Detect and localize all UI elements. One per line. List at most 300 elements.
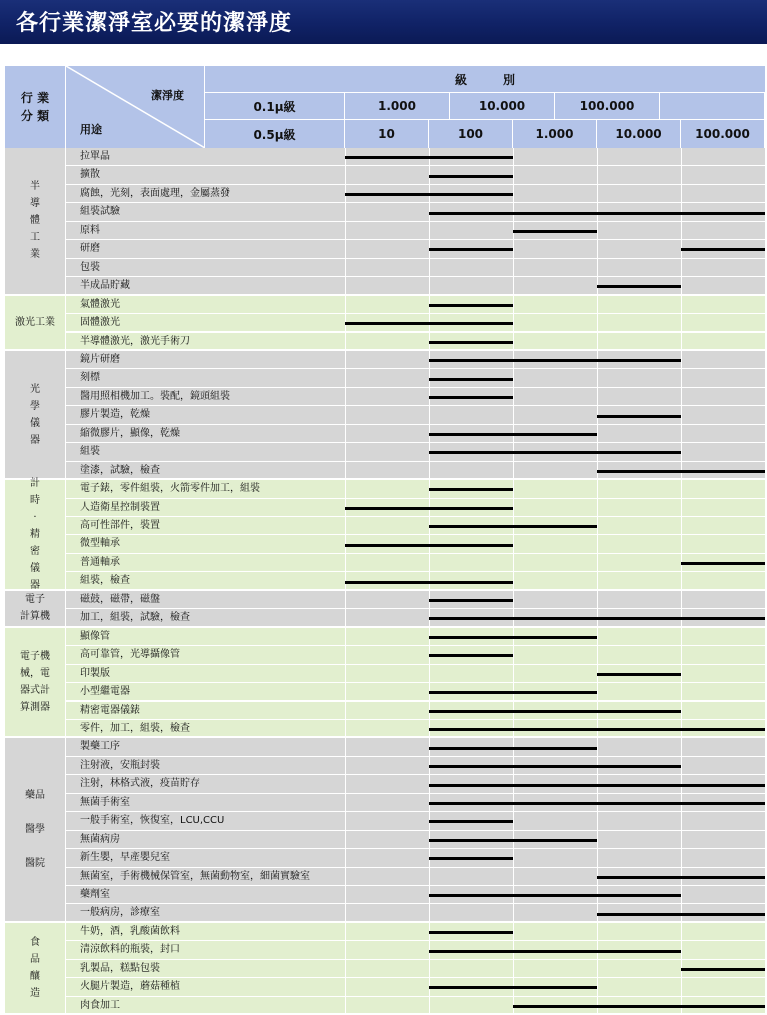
column-divider	[429, 960, 430, 978]
column-divider	[345, 849, 346, 867]
column-divider	[345, 517, 346, 535]
usage-label: 氣體激光	[80, 298, 120, 310]
industry-name: 激光工業	[15, 316, 55, 328]
industry-name: 工	[30, 232, 40, 244]
industry-cell	[5, 477, 66, 591]
cleanliness-header-label: 潔淨度	[151, 89, 184, 102]
column-divider	[513, 535, 514, 553]
column-divider	[429, 904, 430, 922]
column-divider	[681, 277, 682, 295]
cleanliness-range-bar	[429, 451, 681, 454]
column-divider	[345, 609, 346, 627]
column-divider	[345, 388, 346, 406]
column-divider	[681, 185, 682, 203]
column-divider	[513, 812, 514, 830]
industry-cell	[5, 591, 66, 628]
usage-label: 拉單晶	[80, 151, 110, 162]
cleanliness-range-bar	[429, 636, 597, 639]
cleanliness-range-bar	[429, 765, 681, 768]
column-divider	[513, 166, 514, 184]
usage-label: 人造衛星控制裝置	[80, 501, 160, 513]
column-divider	[681, 148, 682, 166]
cleanliness-range-bar	[429, 784, 765, 787]
industry-name: 精	[30, 528, 40, 540]
column-divider	[345, 812, 346, 830]
column-divider	[513, 148, 514, 166]
cleanliness-range-bar	[345, 544, 513, 547]
column-divider	[513, 369, 514, 387]
cleanliness-range-bar	[429, 617, 765, 620]
column-divider	[513, 960, 514, 978]
industry-name: 學	[30, 400, 40, 412]
column-divider	[513, 406, 514, 424]
usage-label: 原料	[80, 224, 100, 236]
column-divider	[429, 222, 430, 240]
usage-label: 研磨	[80, 243, 100, 255]
usage-label: 肉食加工	[80, 999, 120, 1011]
column-divider	[513, 572, 514, 590]
industry-name: 半	[30, 181, 40, 193]
usage-label: 膠片製造，乾燥	[80, 409, 150, 421]
industry-name: 釀	[30, 971, 40, 983]
industry-name: 器式計	[20, 685, 50, 697]
column-divider	[597, 314, 598, 332]
table-row	[66, 960, 765, 978]
industry-cell	[5, 628, 66, 739]
usage-label: 精密電器儀錶	[80, 704, 140, 716]
cleanliness-range-bar	[681, 248, 765, 251]
column-divider	[513, 646, 514, 664]
industry-name: 醫學	[25, 824, 45, 836]
column-divider	[597, 849, 598, 867]
column-divider	[597, 240, 598, 258]
table-row	[66, 240, 765, 258]
cleanliness-range-bar	[429, 710, 681, 713]
industry-header-line: 分 類	[20, 109, 50, 123]
column-divider	[597, 333, 598, 351]
usage-label: 無菌手術室	[80, 796, 130, 808]
usage-label: 半導體激光，激光手術刀	[80, 335, 190, 347]
cleanliness-range-bar	[429, 950, 681, 953]
industry-cell	[5, 296, 66, 351]
table-row	[66, 517, 765, 535]
column-divider	[345, 406, 346, 424]
column-divider	[681, 683, 682, 701]
column-divider	[681, 517, 682, 535]
industry-name: 造	[30, 988, 40, 1000]
industry-cell	[5, 148, 66, 296]
industry-name: 計	[30, 477, 40, 489]
column-divider	[597, 554, 598, 572]
grade-01-col	[660, 93, 765, 120]
cleanliness-range-bar	[597, 470, 765, 473]
industry-name: 器	[30, 579, 40, 591]
column-divider	[513, 904, 514, 922]
column-divider	[429, 554, 430, 572]
cleanliness-range-bar	[429, 396, 513, 399]
industry-name: 體	[30, 215, 40, 227]
column-divider	[345, 941, 346, 959]
cleanliness-range-bar	[429, 802, 765, 805]
column-divider	[429, 259, 430, 277]
industry-name: 業	[30, 249, 40, 261]
table-row	[66, 259, 765, 277]
cleanliness-range-bar	[429, 894, 681, 897]
column-divider	[681, 646, 682, 664]
cleanliness-range-bar	[429, 931, 513, 934]
column-divider	[345, 923, 346, 941]
grade-header: 級 別	[205, 66, 765, 93]
usage-label: 印製版	[80, 667, 110, 679]
column-divider	[345, 978, 346, 996]
column-divider	[345, 868, 346, 886]
cleanliness-range-bar	[429, 248, 513, 251]
usage-label: 注射液，安瓶封裝	[80, 759, 160, 771]
industry-cell	[5, 923, 66, 1015]
usage-label: 火腿片製造，蘑菇種植	[80, 981, 180, 993]
column-divider	[513, 296, 514, 314]
usage-label: 高可靠管，光導攝像管	[80, 649, 180, 661]
column-divider	[597, 480, 598, 498]
column-divider	[513, 554, 514, 572]
column-divider	[345, 831, 346, 849]
cleanliness-range-bar	[429, 304, 513, 307]
cleanliness-range-bar	[345, 581, 513, 584]
column-divider	[345, 702, 346, 720]
column-divider	[513, 388, 514, 406]
grade-05-col: 100	[429, 120, 513, 148]
column-divider	[513, 277, 514, 295]
usage-header-label: 用途	[80, 123, 102, 136]
column-divider	[681, 831, 682, 849]
column-divider	[345, 960, 346, 978]
column-divider	[681, 738, 682, 756]
column-divider	[345, 554, 346, 572]
usage-label: 無菌病房	[80, 833, 120, 845]
column-divider	[597, 923, 598, 941]
table-row	[66, 222, 765, 240]
usage-label: 注射，林格式液，疫苗貯存	[80, 778, 200, 790]
column-divider	[597, 978, 598, 996]
column-divider	[597, 831, 598, 849]
cleanliness-range-bar	[429, 175, 513, 178]
cleanliness-range-bar	[513, 1005, 765, 1008]
column-divider	[513, 499, 514, 517]
column-divider	[681, 222, 682, 240]
grade-05-col: 10	[345, 120, 429, 148]
column-divider	[597, 222, 598, 240]
column-divider	[513, 462, 514, 480]
column-divider	[597, 517, 598, 535]
cleanliness-range-bar	[429, 691, 597, 694]
cleanliness-range-bar	[429, 820, 513, 823]
column-divider	[597, 628, 598, 646]
column-divider	[345, 369, 346, 387]
cleanliness-range-bar	[513, 230, 597, 233]
column-divider	[681, 941, 682, 959]
column-divider	[681, 314, 682, 332]
grade-01-col: 100.000	[555, 93, 660, 120]
industry-name: 器	[30, 434, 40, 446]
usage-label: 加工，組裝，試驗，檢查	[80, 612, 190, 624]
page-title: 各行業潔淨室必要的潔淨度	[16, 11, 293, 36]
column-divider	[597, 296, 598, 314]
usage-label: 清涼飲料的瓶裝，封口	[80, 944, 180, 956]
column-divider	[513, 314, 514, 332]
grade-05-col: 100.000	[681, 120, 765, 148]
usage-label: 塗漆，試驗，檢查	[80, 464, 160, 476]
column-divider	[681, 886, 682, 904]
column-divider	[345, 738, 346, 756]
industry-cell	[5, 738, 66, 923]
column-divider	[513, 868, 514, 886]
column-divider	[681, 296, 682, 314]
cleanliness-range-bar	[429, 986, 597, 989]
column-divider	[681, 849, 682, 867]
industry-name: ·	[33, 511, 37, 523]
usage-label: 無菌室，手術機械保管室，無菌動物室，細菌實驗室	[80, 870, 310, 882]
column-divider	[681, 388, 682, 406]
usage-label: 顯像管	[80, 630, 110, 642]
column-divider	[597, 738, 598, 756]
cleanliness-range-bar	[429, 212, 765, 215]
cleanliness-range-bar	[597, 673, 681, 676]
column-divider	[513, 849, 514, 867]
cleanliness-range-bar	[597, 913, 765, 916]
cleanliness-range-bar	[597, 415, 681, 418]
column-divider	[597, 572, 598, 590]
column-divider	[681, 757, 682, 775]
usage-label: 一般手術室，恢復室，LCU,CCU	[80, 815, 225, 827]
usage-label: 普通軸承	[80, 556, 120, 568]
column-divider	[429, 462, 430, 480]
column-divider	[681, 480, 682, 498]
column-divider	[681, 923, 682, 941]
column-divider	[597, 166, 598, 184]
column-divider	[681, 406, 682, 424]
table-row	[66, 683, 765, 701]
usage-label: 牛奶，酒，乳酸菌飲料	[80, 925, 180, 937]
usage-label: 製藥工序	[80, 741, 120, 753]
cleanliness-range-bar	[597, 876, 765, 879]
industry-cell	[5, 351, 66, 480]
usage-label: 縮微膠片，顯像，乾燥	[80, 427, 180, 439]
column-divider	[681, 443, 682, 461]
column-divider	[429, 277, 430, 295]
size-01-label: 0.1μ級	[205, 93, 345, 120]
column-divider	[345, 628, 346, 646]
table-row	[66, 554, 765, 572]
cleanliness-range-bar	[429, 747, 597, 750]
grade-05-col: 1.000	[513, 120, 597, 148]
column-divider	[597, 960, 598, 978]
column-divider	[345, 794, 346, 812]
column-divider	[345, 904, 346, 922]
cleanliness-range-bar	[345, 322, 513, 325]
column-divider	[345, 886, 346, 904]
column-divider	[429, 665, 430, 683]
column-divider	[345, 277, 346, 295]
industry-name: 儀	[30, 417, 40, 429]
column-divider	[513, 480, 514, 498]
column-divider	[345, 720, 346, 738]
cleanliness-range-bar	[429, 433, 597, 436]
column-divider	[429, 868, 430, 886]
column-divider	[345, 591, 346, 609]
cleanliness-range-bar	[681, 562, 765, 565]
column-divider	[429, 997, 430, 1015]
cleanliness-range-bar	[429, 839, 597, 842]
cleanliness-range-bar	[429, 857, 513, 860]
column-divider	[681, 628, 682, 646]
usage-label: 腐蝕，光刻，表面處理，金屬蒸發	[80, 187, 230, 199]
industry-name: 藥品	[25, 790, 45, 802]
column-divider	[513, 665, 514, 683]
cleanliness-range-bar	[681, 968, 765, 971]
column-divider	[345, 443, 346, 461]
column-divider	[345, 757, 346, 775]
usage-label: 新生嬰，早產嬰兒室	[80, 852, 170, 864]
column-divider	[345, 775, 346, 793]
column-divider	[681, 665, 682, 683]
usage-label: 電子錶，零件組裝，火箭零件加工，組裝	[80, 483, 260, 495]
cleanliness-range-bar	[597, 285, 681, 288]
column-divider	[345, 480, 346, 498]
industry-header-line: 行 業	[20, 91, 50, 105]
usage-label: 擴散	[80, 169, 100, 181]
column-divider	[597, 369, 598, 387]
column-divider	[345, 425, 346, 443]
industry-name: 品	[30, 954, 40, 966]
cleanliness-range-bar	[429, 488, 513, 491]
column-divider	[513, 333, 514, 351]
industry-name: 時	[30, 494, 40, 506]
usage-label: 微型軸承	[80, 538, 120, 550]
column-divider	[345, 222, 346, 240]
column-divider	[597, 646, 598, 664]
industry-name: 食	[30, 937, 40, 949]
column-divider	[345, 462, 346, 480]
usage-label: 組裝	[80, 446, 100, 458]
grade-01-col: 10.000	[450, 93, 555, 120]
industry-name: 儀	[30, 562, 40, 574]
table-row	[66, 849, 765, 867]
industry-name: 電子機	[20, 651, 50, 663]
cleanliness-range-bar	[429, 728, 765, 731]
industry-name: 械，電	[20, 668, 50, 680]
usage-label: 磁鼓，磁帶，磁盤	[80, 593, 160, 605]
column-divider	[681, 812, 682, 830]
column-divider	[681, 351, 682, 369]
cleanliness-range-bar	[429, 525, 597, 528]
grade-01-col: 1.000	[345, 93, 450, 120]
usage-label: 高可性部件，裝置	[80, 520, 160, 531]
column-divider	[429, 406, 430, 424]
column-divider	[681, 572, 682, 590]
cleanliness-range-bar	[429, 599, 513, 602]
column-divider	[681, 499, 682, 517]
cleanliness-range-bar	[429, 378, 513, 381]
column-divider	[345, 296, 346, 314]
industry-name: 導	[30, 198, 40, 210]
table-row	[66, 166, 765, 184]
column-divider	[597, 148, 598, 166]
column-divider	[513, 240, 514, 258]
column-divider	[597, 812, 598, 830]
column-divider	[681, 166, 682, 184]
column-divider	[681, 591, 682, 609]
table-row	[66, 738, 765, 756]
column-divider	[345, 203, 346, 221]
cleanliness-range-bar	[345, 193, 513, 196]
usage-label: 刻標	[80, 372, 100, 384]
column-divider	[345, 646, 346, 664]
column-divider	[681, 425, 682, 443]
usage-label: 組裝試驗	[80, 206, 120, 218]
table-row	[66, 628, 765, 646]
cleanliness-range-bar	[429, 341, 513, 344]
column-divider	[345, 166, 346, 184]
industry-name: 算測器	[20, 702, 50, 714]
usage-label: 固體激光	[80, 317, 120, 329]
usage-label: 半成品貯藏	[80, 280, 130, 292]
column-divider	[513, 185, 514, 203]
table-row	[66, 296, 765, 314]
cleanliness-range-bar	[345, 156, 513, 159]
industry-name: 密	[30, 545, 40, 557]
industry-header	[5, 66, 66, 148]
column-divider	[597, 683, 598, 701]
grade-05-col: 10.000	[597, 120, 681, 148]
column-divider	[513, 923, 514, 941]
column-divider	[345, 665, 346, 683]
column-divider	[513, 591, 514, 609]
column-divider	[513, 259, 514, 277]
column-divider	[345, 997, 346, 1015]
column-divider	[597, 425, 598, 443]
column-divider	[345, 240, 346, 258]
column-divider	[681, 369, 682, 387]
usage-label: 組裝，檢查	[80, 575, 130, 587]
cleanliness-range-bar	[429, 654, 513, 657]
industry-name: 光	[30, 383, 40, 395]
industry-name: 電子	[25, 594, 45, 606]
column-divider	[345, 683, 346, 701]
column-divider	[597, 535, 598, 553]
column-divider	[681, 535, 682, 553]
column-divider	[345, 259, 346, 277]
cleanliness-range-bar	[429, 359, 681, 362]
cleanliness-range-bar	[345, 507, 513, 510]
column-divider	[597, 185, 598, 203]
size-05-label: 0.5μ級	[205, 120, 345, 148]
column-divider	[681, 978, 682, 996]
table-row	[66, 831, 765, 849]
industry-name: 計算機	[20, 611, 50, 623]
column-divider	[597, 499, 598, 517]
usage-label: 零件，加工，組裝，檢查	[80, 722, 190, 734]
usage-label: 鏡片研磨	[80, 353, 120, 365]
column-divider	[681, 333, 682, 351]
usage-label: 包裝	[80, 261, 100, 273]
usage-label: 藥劑室	[80, 889, 110, 900]
table-row	[66, 369, 765, 387]
column-divider	[345, 333, 346, 351]
table-row	[66, 591, 765, 609]
usage-label: 醫用照相機加工。裝配，鏡頭組裝	[80, 390, 230, 402]
usage-label: 小型繼電器	[80, 686, 130, 698]
usage-label: 乳製品，糕點包裝	[80, 962, 160, 974]
